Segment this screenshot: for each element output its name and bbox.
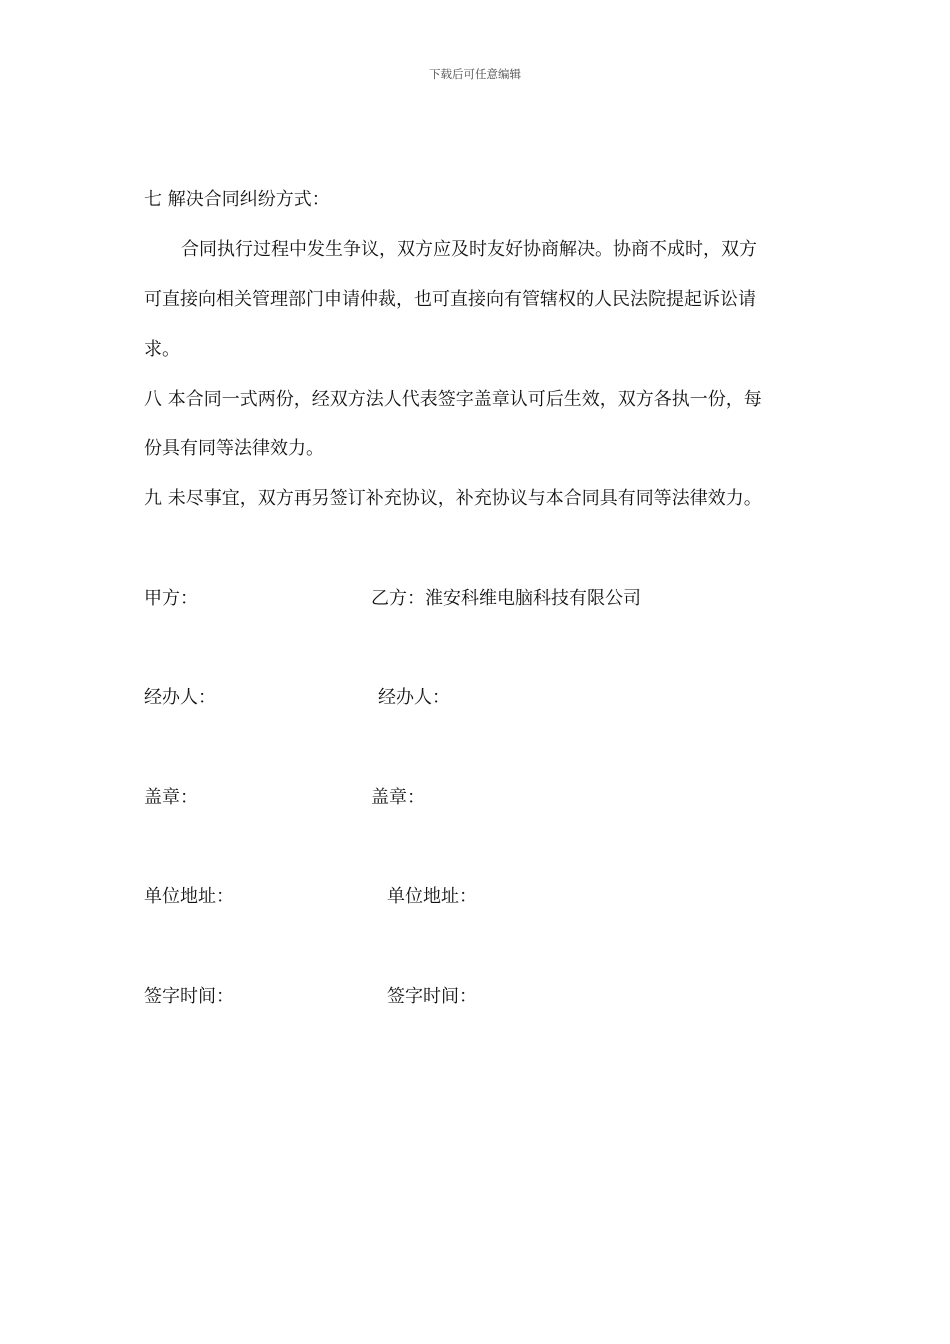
section-9-line-1: 九 未尽事宜，双方再另签订补充协议，补充协议与本合同具有同等法律效力。 xyxy=(144,488,762,509)
section-8-line-2: 份具有同等法律效力。 xyxy=(144,438,324,459)
seal-a-label: 盖章： xyxy=(144,787,198,808)
sign-time-b-label: 签字时间： xyxy=(387,986,477,1007)
address-b-label: 单位地址： xyxy=(387,886,477,907)
party-a-label: 甲方： xyxy=(144,588,198,609)
section-7-line-1: 合同执行过程中发生争议，双方应及时友好协商解决。协商不成时，双方 xyxy=(181,239,757,260)
section-7-line-2: 可直接向相关管理部门申请仲裁，也可直接向有管辖权的人民法院提起诉讼请 xyxy=(144,289,756,310)
page-header-note: 下载后可任意编辑 xyxy=(429,67,521,81)
sign-time-a-label: 签字时间： xyxy=(144,986,234,1007)
handler-b-label: 经办人： xyxy=(378,687,450,708)
party-b-label: 乙方：淮安科维电脑科技有限公司 xyxy=(371,588,641,609)
section-8-line-1: 八 本合同一式两份，经双方法人代表签字盖章认可后生效，双方各执一份，每 xyxy=(144,389,762,410)
section-7-line-3: 求。 xyxy=(144,339,180,360)
address-a-label: 单位地址： xyxy=(144,886,234,907)
seal-b-label: 盖章： xyxy=(371,787,425,808)
handler-a-label: 经办人： xyxy=(144,687,216,708)
section-7-title: 七 解决合同纠纷方式： xyxy=(144,189,330,210)
